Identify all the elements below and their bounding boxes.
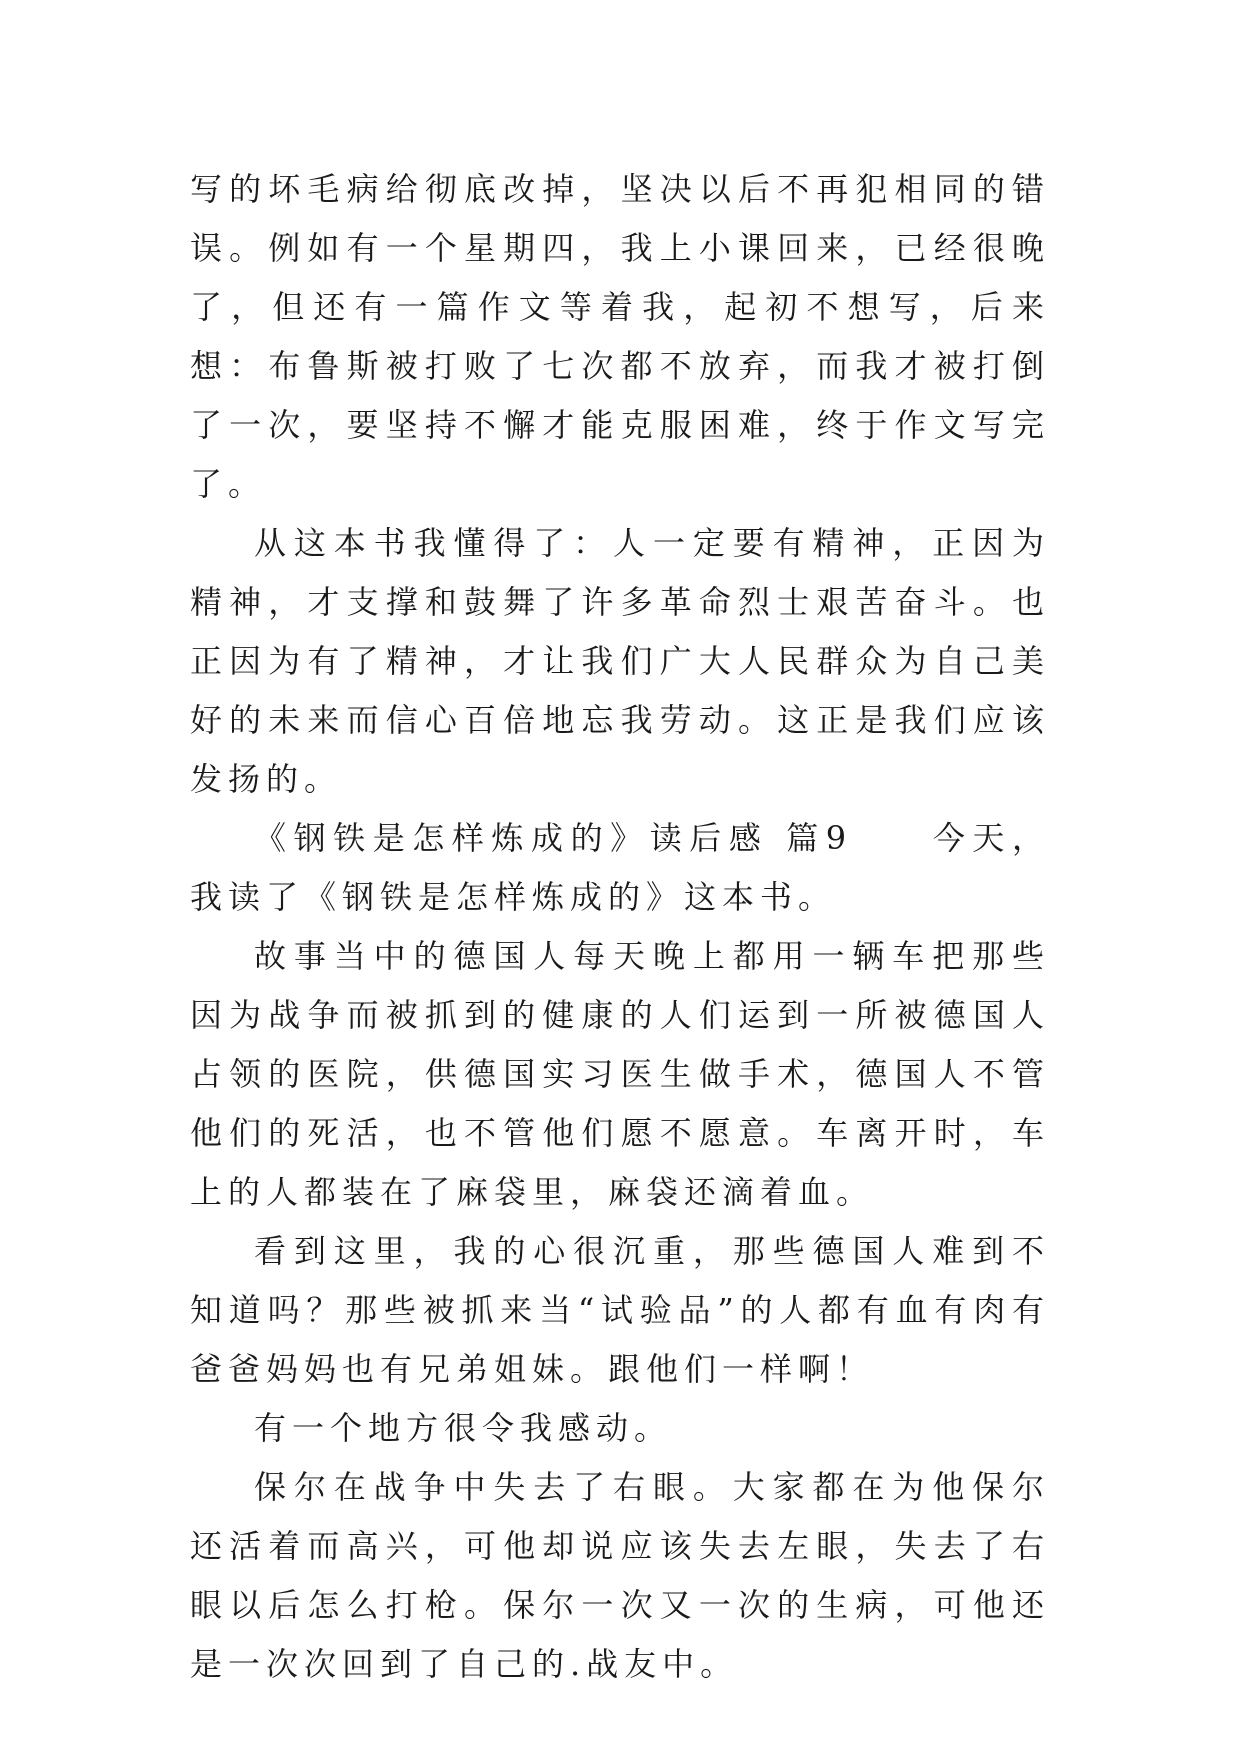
paragraph-3-section-heading: 《钢铁是怎样炼成的》读后感 篇9 今天，我读了《钢铁是怎样炼成的》这本书。 (190, 819, 1050, 916)
paragraph-6: 有一个地方很令我感动。 (254, 1409, 673, 1447)
paragraph-2: 从这本书我懂得了：人一定要有精神，正因为精神，才支撑和鼓舞了许多革命烈士艰苦奋斗。也正因为有了精神，才让我们广大人民群众为自己美好的未来而信心百倍地忘我劳动。这正是我们应该发扬的。 (190, 524, 1050, 798)
paragraph-4: 故事当中的德国人每天晚上都用一辆车把那些因为战争而被抓到的健康的人们运到一所被德国人占领的医院，供德国实习医生做手术，德国人不管他们的死活，也不管他们愿不愿意。车离开时，车上的人都装在了麻袋里，麻袋还滴着血。 (190, 937, 1050, 1211)
document-body (190, 160, 1050, 1694)
paragraph-5: 看到这里，我的心很沉重，那些德国人难到不知道吗？那些被抓来当“试验品”的人都有血有肉有爸爸妈妈也有兄弟姐妹。跟他们一样啊！ (190, 1232, 1050, 1388)
paragraph-7: 保尔在战争中失去了右眼。大家都在为他保尔还活着而高兴，可他却说应该失去左眼，失去了右眼以后怎么打枪。保尔一次又一次的生病，可他还是一次次回到了自己的.战友中。 (190, 1468, 1050, 1683)
paragraph-1: 写的坏毛病给彻底改掉，坚决以后不再犯相同的错误。例如有一个星期四，我上小课回来，已经很晚了，但还有一篇作文等着我，起初不想写，后来想：布鲁斯被打败了七次都不放弃，而我才被打倒了一次，要坚持不懈才能克服困难，终于作文写完了。 (190, 170, 1050, 503)
